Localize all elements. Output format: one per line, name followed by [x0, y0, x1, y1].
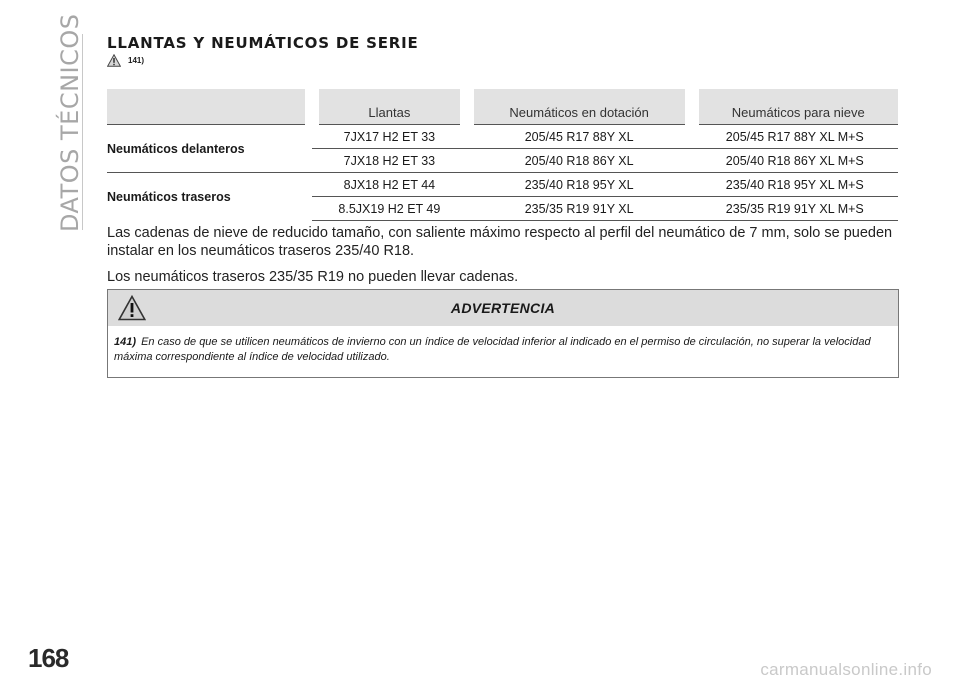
- warning-reference-number: 141): [128, 56, 145, 65]
- table-cell: 7JX17 H2 ET 33: [312, 125, 467, 149]
- table-cell: 205/45 R17 88Y XL M+S: [692, 125, 898, 149]
- watermark[interactable]: carmanualsonline.info: [760, 660, 932, 679]
- table-cell: 8JX18 H2 ET 44: [312, 173, 467, 197]
- table-header-row: [107, 89, 898, 125]
- chapter-title: DATOS TÉCNICOS: [56, 13, 84, 232]
- warning-number: 141): [114, 336, 137, 348]
- table-cell: 205/45 R17 88Y XL: [467, 125, 692, 149]
- body-text: [107, 224, 902, 294]
- page-number: 168: [28, 643, 69, 673]
- table-header-cell: [107, 89, 312, 125]
- warning-title: ADVERTENCIA: [450, 300, 556, 316]
- warning-body: [108, 326, 898, 377]
- row-label: Neumáticos traseros: [107, 173, 312, 221]
- row-label: Neumáticos delanteros: [107, 125, 312, 173]
- table-header-cell: Neumáticos en dotación: [467, 89, 692, 125]
- paragraph: Las cadenas de nieve de reducido tamaño, con saliente máximo respecto al perfil del neumático de 7 mm, solo se pueden instalar en los neumáticos traseros 235/40 R18.: [107, 225, 893, 259]
- table-header-cell: Llantas: [312, 89, 467, 125]
- table-cell: 205/40 R18 86Y XL M+S: [692, 149, 898, 173]
- warning-triangle-icon: [118, 295, 146, 321]
- rims-tyres-table: [107, 89, 898, 221]
- table-cell: 235/40 R18 95Y XL M+S: [692, 173, 898, 197]
- table-header-cell: Neumáticos para nieve: [692, 89, 898, 125]
- table-row: [107, 173, 898, 197]
- warning-triangle-icon: [107, 54, 121, 67]
- section-title: LLANTAS Y NEUMÁTICOS DE SERIE: [107, 34, 419, 52]
- table-cell: 235/35 R19 91Y XL: [467, 197, 692, 221]
- warning-reference[interactable]: [107, 54, 144, 67]
- table-cell: 8.5JX19 H2 ET 49: [312, 197, 467, 221]
- warning-header: [108, 290, 898, 326]
- table-row: [107, 125, 898, 149]
- table-cell: 205/40 R18 86Y XL: [467, 149, 692, 173]
- warning-box: [107, 289, 899, 378]
- table-cell: 7JX18 H2 ET 33: [312, 149, 467, 173]
- warning-text: En caso de que se utilicen neumáticos de invierno con un índice de velocidad inferior al indicado en el permiso de circulación, no superar la velocidad máxima correspondiente al índice de velocidad utilizado.: [114, 336, 871, 363]
- paragraph: Los neumáticos traseros 235/35 R19 no pueden llevar cadenas.: [107, 269, 519, 285]
- table-cell: 235/40 R18 95Y XL: [467, 173, 692, 197]
- table-cell: 235/35 R19 91Y XL M+S: [692, 197, 898, 221]
